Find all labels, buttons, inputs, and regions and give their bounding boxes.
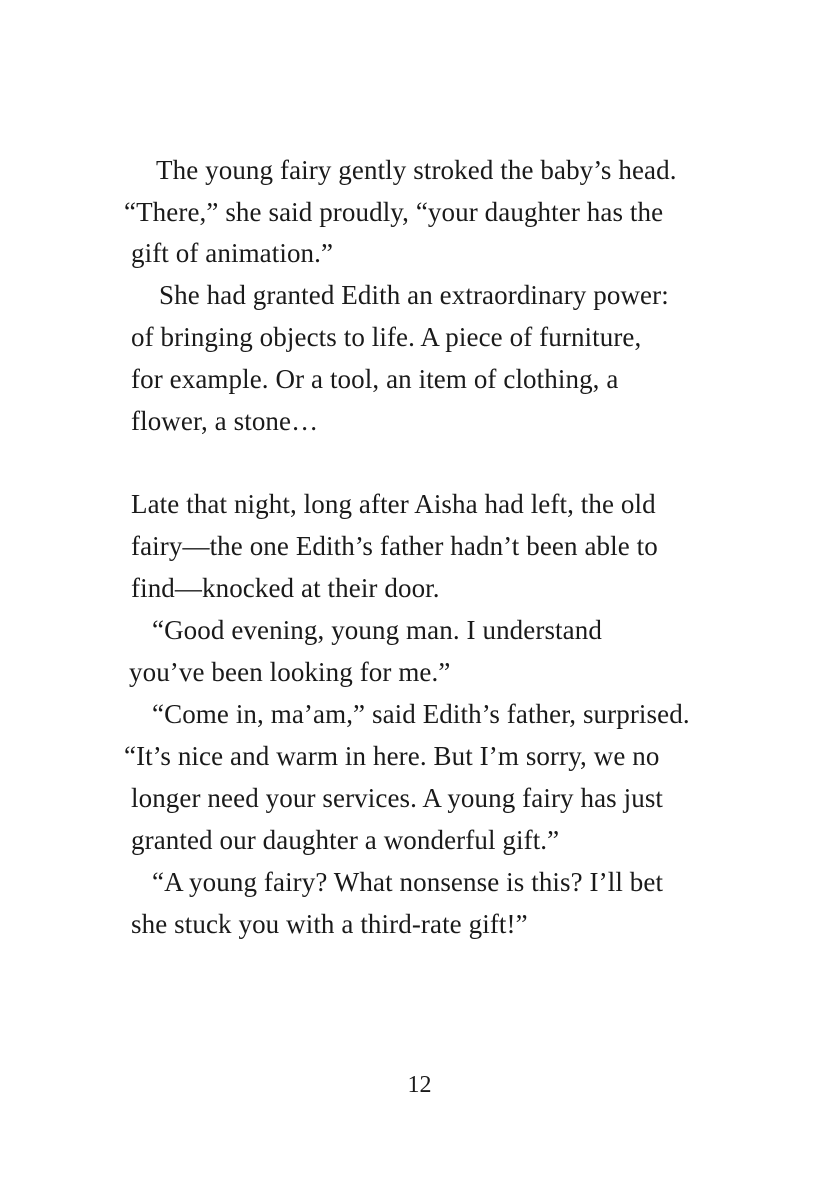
- page-number: 12: [407, 1072, 432, 1098]
- text-line: fairy—the one Edith’s father hadn’t been able to: [131, 531, 658, 561]
- text-line: “Come in, ma’am,” said Edith’s father, surprised.: [152, 699, 690, 729]
- text-line: The young fairy gently stroked the baby’s head.: [156, 155, 677, 185]
- text-line: you’ve been looking for me.”: [129, 657, 451, 687]
- text-line: she stuck you with a third-rate gift!”: [131, 909, 528, 939]
- text-line: longer need your services. A young fairy has just: [131, 783, 664, 813]
- text-line: Late that night, long after Aisha had left, the old: [131, 489, 656, 519]
- text-line: for example. Or a tool, an item of clothing, a: [131, 364, 619, 394]
- text-line: find—knocked at their door.: [131, 573, 440, 603]
- text-line: flower, a stone…: [131, 406, 319, 436]
- text-line: “There,” she said proudly, “your daughter has the: [124, 197, 664, 227]
- text-line: “A young fairy? What nonsense is this? I’ll bet: [152, 867, 664, 897]
- text-line: “Good evening, young man. I understand: [152, 615, 602, 645]
- text-line: granted our daughter a wonderful gift.”: [131, 825, 560, 855]
- text-line: of bringing objects to life. A piece of furniture,: [131, 322, 642, 352]
- text-line: gift of animation.”: [131, 238, 334, 268]
- text-line: She had granted Edith an extraordinary power:: [159, 280, 669, 310]
- text-line: “It’s nice and warm in here. But I’m sorry, we no: [124, 741, 660, 771]
